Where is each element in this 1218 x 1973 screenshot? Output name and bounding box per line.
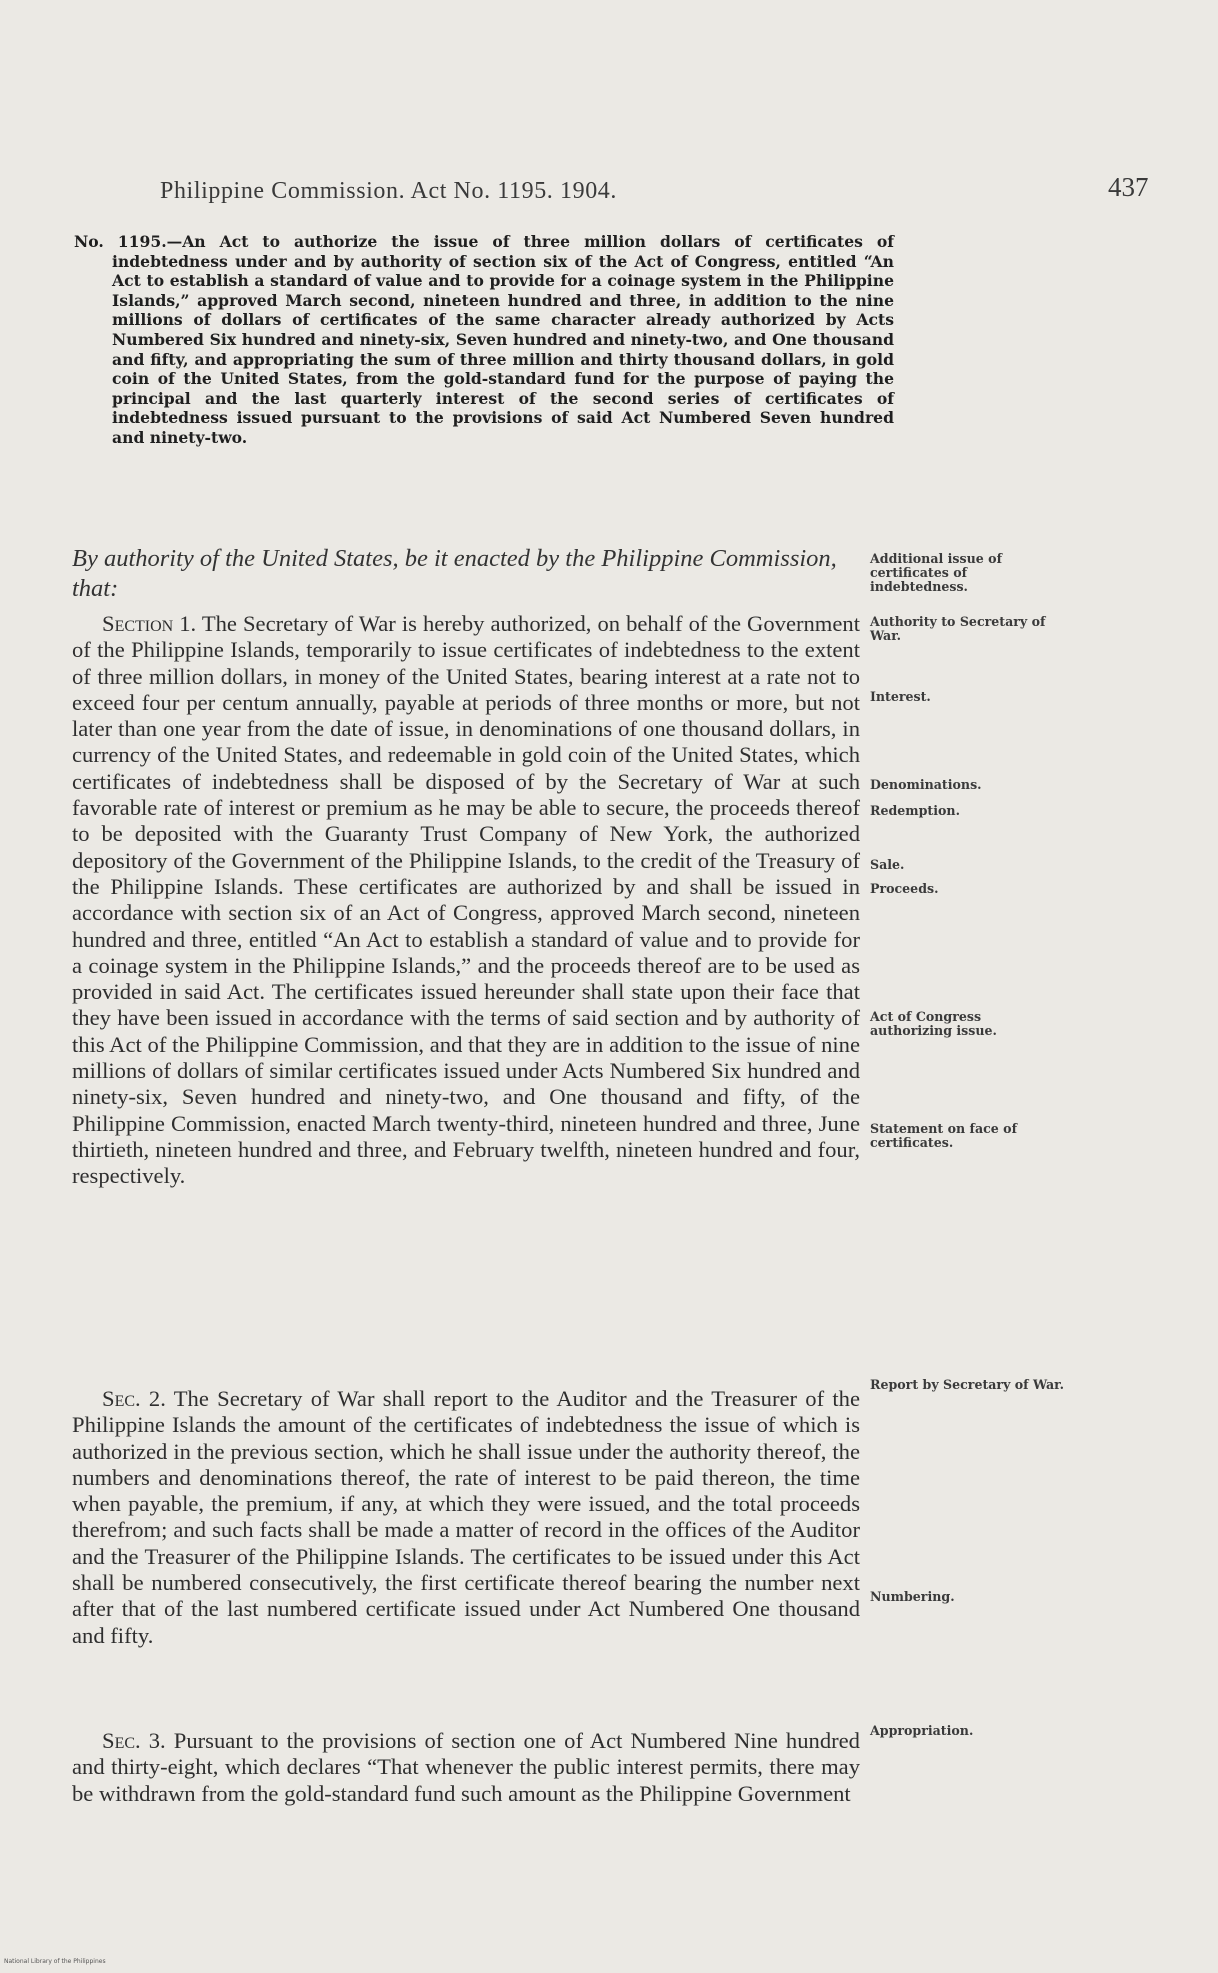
side-note-sale: Sale. — [870, 857, 905, 872]
side-note-appropriation: Appropriation. — [870, 1723, 974, 1738]
side-note-report: Report by Secretary of War. — [870, 1377, 1065, 1392]
side-note-interest: Interest. — [870, 689, 931, 704]
enacting-clause: By authority of the United States, be it enacted by the Philippine Commission, that: — [72, 545, 837, 602]
side-note-authority: Authority to Secretary of War. — [870, 614, 1046, 643]
side-note-numbering: Numbering. — [870, 1589, 955, 1604]
section-2-text: The Secretary of War shall report to the Auditor and the Treasurer of the Philippine Islands the amount of the certificates of indebtedness the issue of which is authorized in the previous section, which he shall issue under the authority thereof, the numbers and denominations thereof, the rate of interest to be paid thereon, the time when payable, the premium, if any, at which they were issued, and the total proceeds therefrom; and such facts shall be made a matter of record in the offices of the Auditor and the Treasurer of the Philippine Islands. The certificates to be issued under this Act shall be numbered consecutively, the first certificate thereof bearing the number next after that of the last numbered certificate issued under Act Numbered One thousand and fifty. — [72, 1386, 860, 1648]
section-3 — [72, 1728, 860, 1807]
side-note-statement: Statement on face of certificates. — [870, 1121, 1017, 1150]
section-2-label: Sec. 2. — [102, 1386, 166, 1411]
side-note-act-of-congress: Act of Congress authorizing issue. — [870, 1009, 997, 1038]
side-note-additional-issue: Additional issue of certificates of indebtedness. — [870, 551, 1002, 594]
section-3-label: Sec. 3. — [102, 1728, 166, 1753]
section-3-text: Pursuant to the provisions of section one of Act Numbered Nine hundred and thirty-eight, which declares “That whenever the public interest permits, there may be withdrawn from the gold-standard fund such amount as the Philippine Government — [72, 1728, 860, 1806]
side-note-proceeds: Proceeds. — [870, 881, 939, 896]
section-1-text: The Secretary of War is hereby authorized, on behalf of the Government of the Philippine Islands, temporarily to issue certificates of indebtedness to the extent of three million dollars, in money of the United States, bearing interest at a rate not to exceed four per centum annually, payable at periods of three months or more, but not later than one year from the date of issue, in denominations of one thousand dollars, in currency of the United States, and redeemable in gold coin of the United States, which certificates of indebtedness shall be disposed of by the Secretary of War at such favorable rate of interest or premium as he may be able to secure, the proceeds thereof to be deposited with the Guaranty Trust Company of New York, the authorized depository of the Government of the Philippine Islands, to the credit of the Treasury of the Philippine Islands. These certificates are authorized by and shall be issued in accordance with section six of an Act of Congress, approved March second, nineteen hundred and three, entitled “An Act to establish a standard of value and to provide for a coinage system in the Philippine Islands,” and the proceeds thereof are to be used as provided in said Act. The certificates issued hereunder shall state upon their face that they have been issued in accordance with the terms of said section and by authority of this Act of the Philippine Commission, and that they are in addition to the issue of nine millions of dollars of similar certificates issued under Acts Numbered Six hundred and ninety-six, Seven hundred and ninety-two, and One thousand and fifty, of the Philippine Commission, enacted March twenty-third, nineteen hundred and three, June thirtieth, nineteen hundred and three, and February twelfth, nineteen hundred and four, respectively. — [72, 611, 860, 1189]
section-1 — [72, 611, 860, 1190]
footer-note: National Library of the Philippines — [4, 1958, 106, 1965]
page-number: 437 — [1108, 172, 1149, 202]
section-2 — [72, 1386, 860, 1649]
section-1-label: Section 1. — [102, 611, 197, 636]
side-note-redemption: Redemption. — [870, 803, 960, 818]
running-head: Philippine Commission. Act No. 1195. 1904. — [160, 178, 618, 204]
side-note-denominations: Denominations. — [870, 777, 982, 792]
act-title: No. 1195.—An Act to authorize the issue of three million dollars of certificates of indebtedness under and by authority of section six of the Act of Congress, entitled “An Act to establish a standard of value and to provide for a coinage system in the Philippine Islands,” approved March second, nineteen hundred and three, in addition to the nine millions of dollars of certificates of the same character already authorized by Acts Numbered Six hundred and ninety-six, Seven hundred and ninety-two, and One thousand and fifty, and appropriating the sum of three million and thirty thousand dollars, in gold coin of the United States, from the gold-standard fund for the purpose of paying the principal and the last quarterly interest of the second series of certificates of indebtedness issued pursuant to the provisions of said Act Numbered Seven hundred and ninety-two. — [74, 232, 894, 447]
